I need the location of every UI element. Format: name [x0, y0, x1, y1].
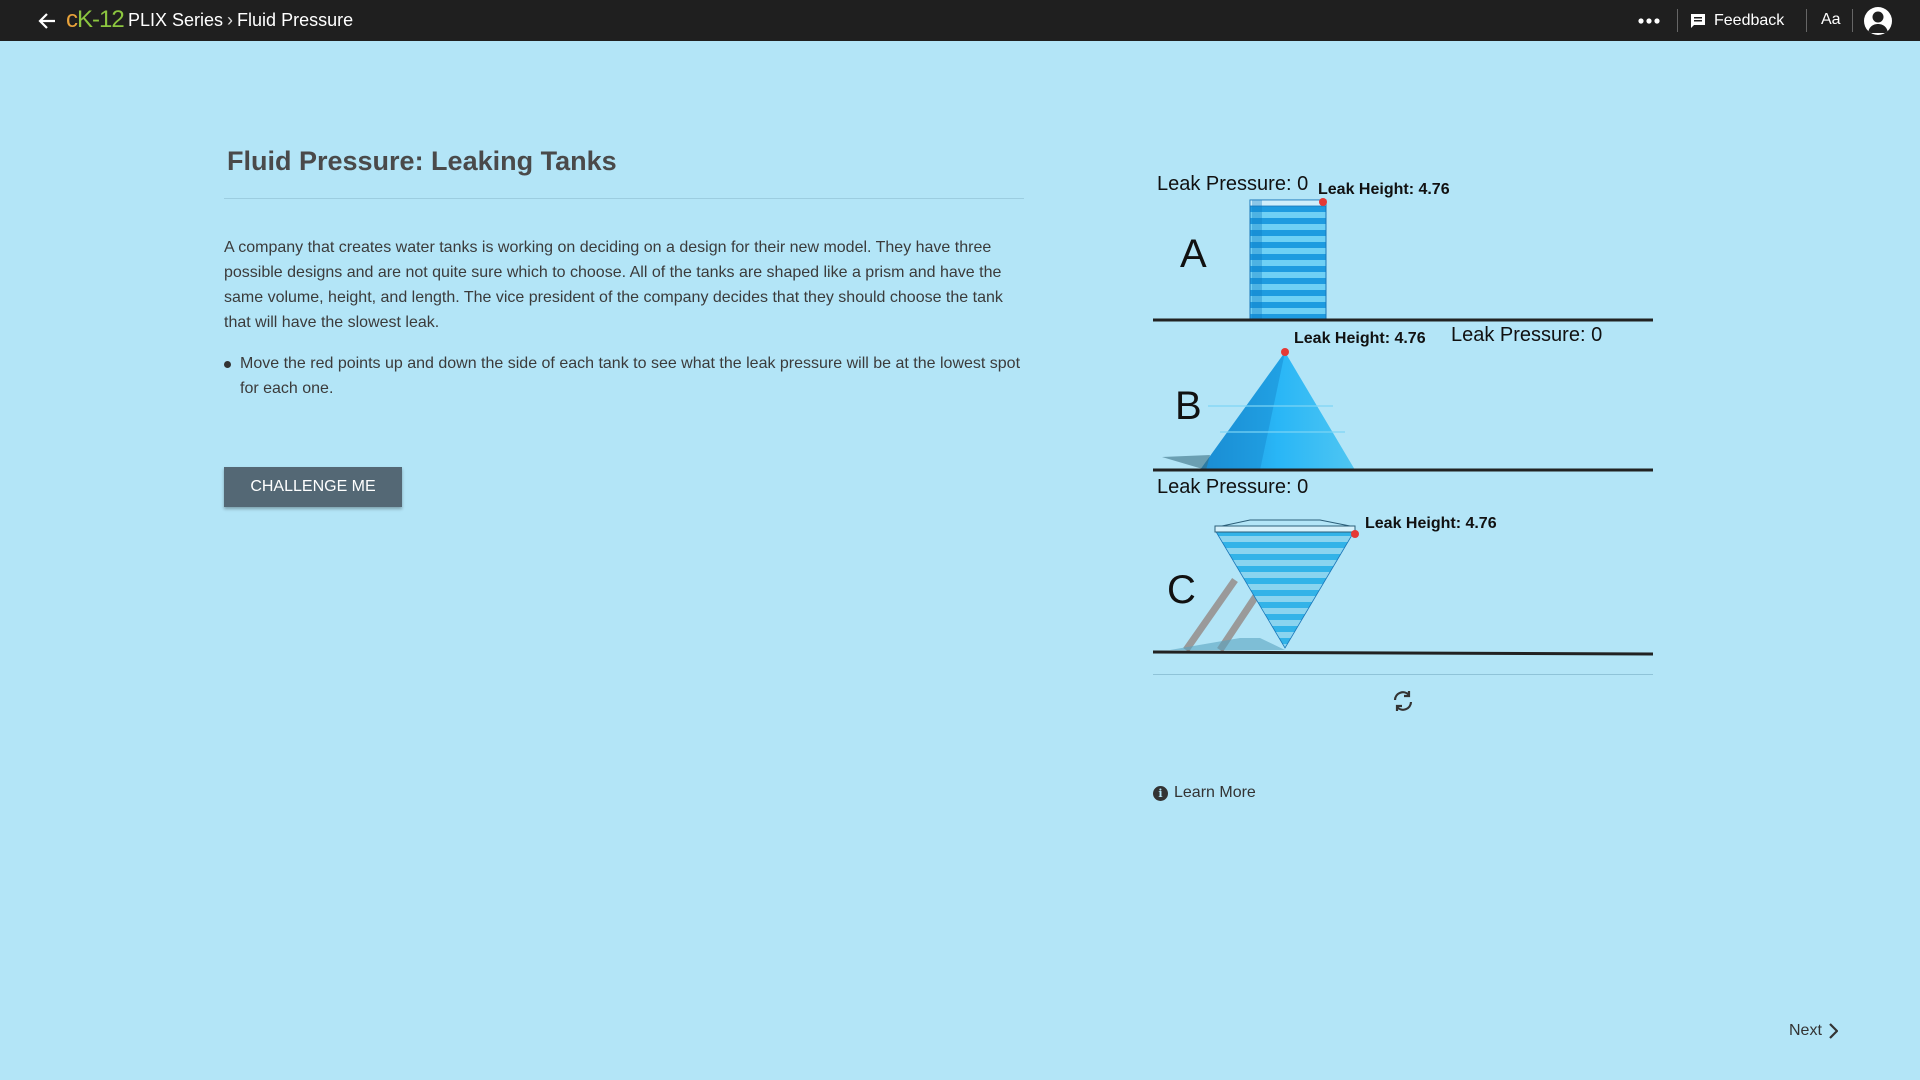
user-icon[interactable] — [1864, 7, 1892, 35]
tank-a — [1153, 198, 1653, 320]
tank-simulation — [1150, 170, 1660, 730]
tank-a-leak-pressure: Leak Pressure: 0 — [1157, 173, 1309, 195]
ck12-logo[interactable]: cK-12 — [66, 6, 124, 33]
learn-more-link[interactable] — [1153, 784, 1256, 802]
tank-b-leak-height: Leak Height: 4.76 — [1294, 330, 1426, 347]
learn-more-label: Learn More — [1174, 784, 1256, 801]
tank-b-handle — [1281, 348, 1289, 356]
tank-b — [1153, 348, 1653, 470]
feedback-icon — [1690, 13, 1706, 29]
tank-a-letter: A — [1180, 232, 1207, 276]
challenge-me-button[interactable]: CHALLENGE ME — [224, 467, 402, 507]
font-size-button[interactable]: Aa — [1821, 11, 1841, 28]
page-title: Fluid Pressure: Leaking Tanks — [227, 146, 617, 176]
tank-c-handle — [1351, 530, 1359, 538]
breadcrumb-series[interactable]: PLIX Series — [128, 10, 224, 30]
tank-c-letter: C — [1167, 568, 1196, 612]
topbar-divider — [1677, 9, 1678, 32]
back-arrow-icon[interactable] — [34, 8, 60, 34]
tank-c-leak-height: Leak Height: 4.76 — [1365, 515, 1497, 532]
breadcrumb-separator: › — [227, 10, 234, 30]
tank-c-leak-pressure: Leak Pressure: 0 — [1157, 476, 1309, 498]
simulation-divider — [1153, 674, 1653, 675]
tank-c — [1153, 520, 1653, 654]
next-button[interactable] — [1789, 1022, 1838, 1040]
more-dots-icon[interactable] — [1636, 8, 1662, 34]
breadcrumb — [128, 10, 353, 31]
intro-paragraph: A company that creates water tanks is working on deciding on a design for their new model. They have three possible designs and are not quite sure which to choose. All of the tanks are shaped like a prism and have the same volume, height, and length. The vice president of the company decides that they should choose the tank that will have the slowest leak. — [224, 239, 1003, 331]
info-icon: i — [1153, 786, 1168, 801]
reset-icon[interactable] — [1390, 688, 1416, 714]
feedback-button[interactable] — [1690, 9, 1784, 33]
tank-b-letter: B — [1175, 384, 1202, 428]
tank-b-leak-pressure: Leak Pressure: 0 — [1451, 324, 1603, 346]
top-bar — [0, 0, 1920, 41]
feedback-label: Feedback — [1714, 12, 1785, 29]
chevron-right-icon — [1828, 1023, 1838, 1039]
next-label: Next — [1789, 1022, 1822, 1039]
breadcrumb-page: Fluid Pressure — [237, 10, 354, 30]
tank-a-leak-height: Leak Height: 4.76 — [1318, 181, 1450, 198]
tank-a-handle — [1319, 198, 1327, 206]
tank-drawing — [1150, 170, 1660, 670]
instruction-bullet: Move the red points up and down the side of each tank to see what the leak pressure will be at the lowest spot for each one. — [224, 351, 1030, 401]
topbar-divider — [1852, 9, 1853, 32]
topbar-divider — [1806, 9, 1807, 32]
title-divider — [224, 198, 1024, 199]
